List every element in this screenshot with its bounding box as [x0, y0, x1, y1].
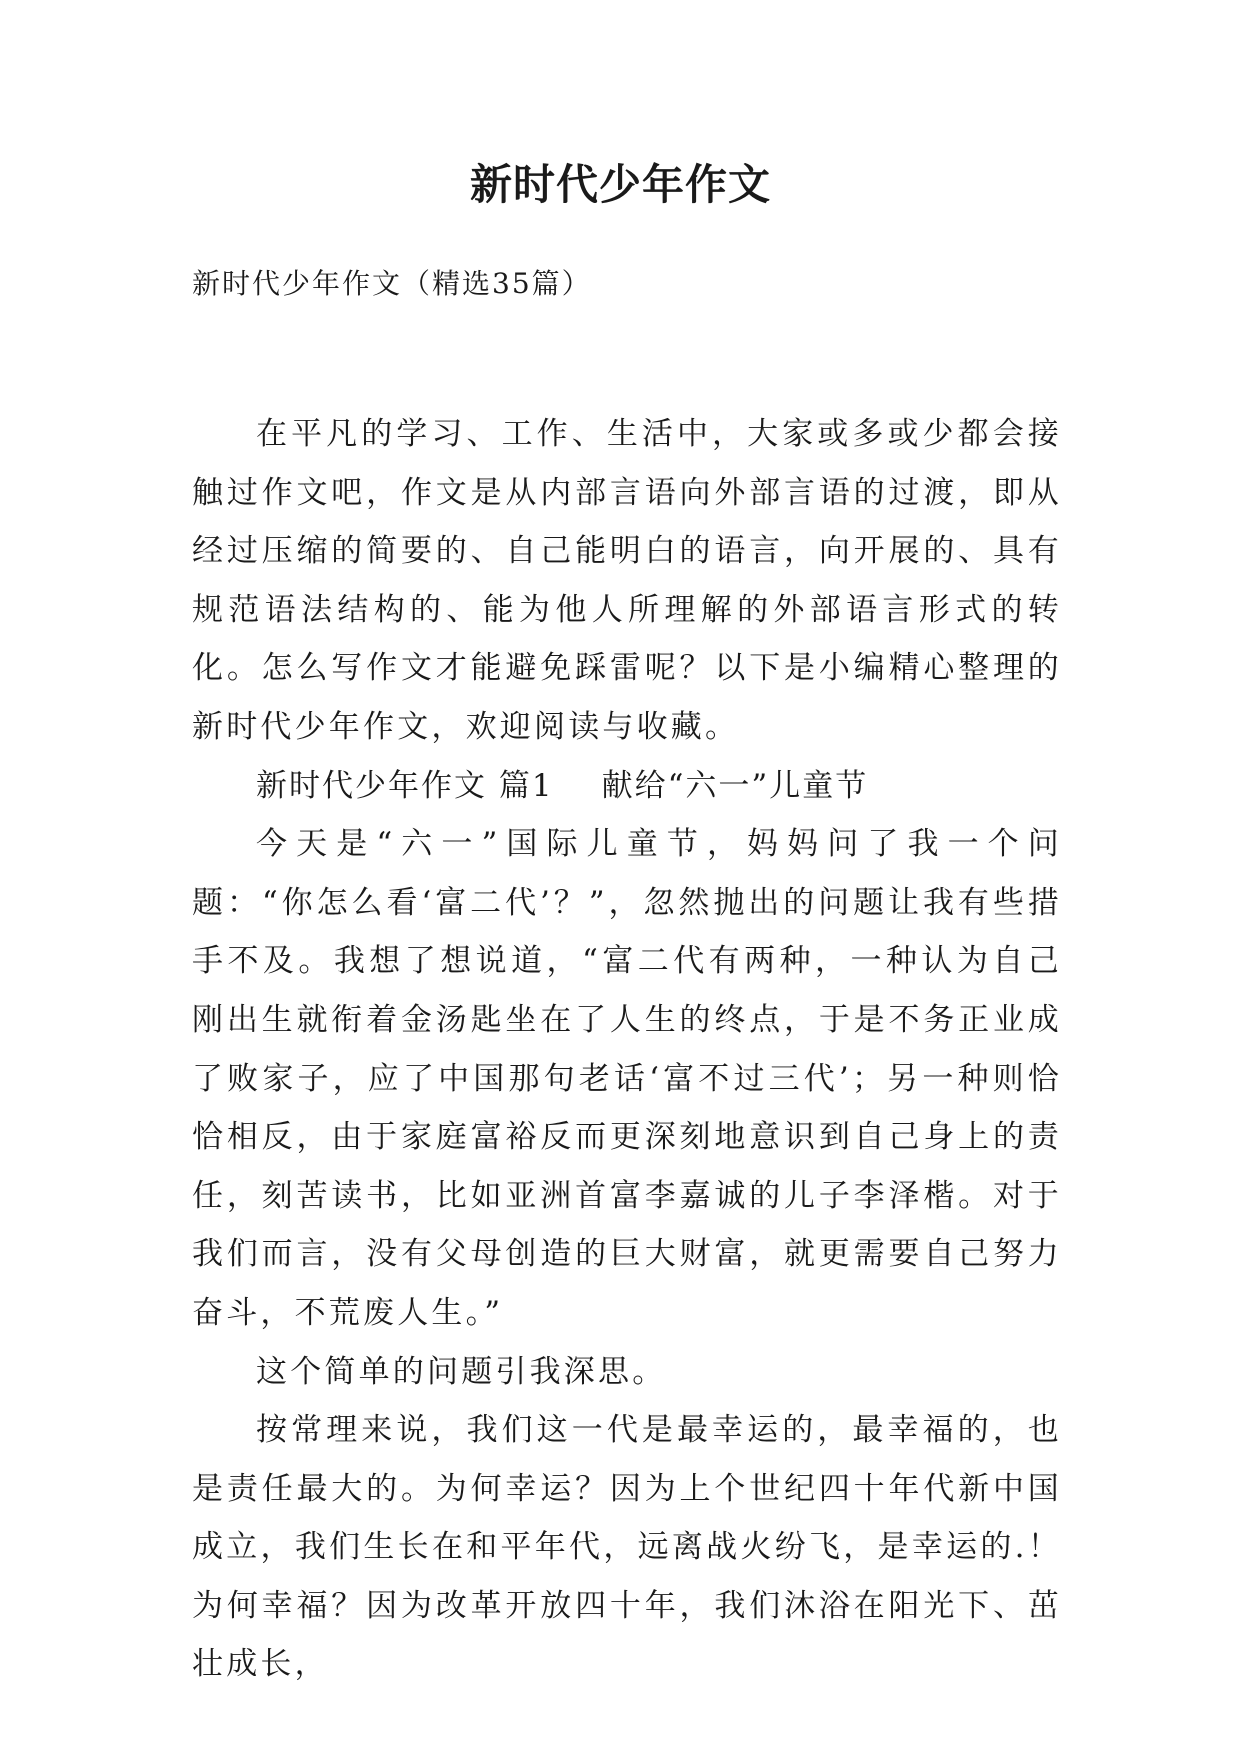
- section-heading-label: 新时代少年作文 篇1: [256, 767, 554, 804]
- document-body: [192, 405, 1062, 1694]
- document-subtitle: 新时代少年作文（精选35篇）: [192, 267, 592, 300]
- intro-paragraph: 在平凡的学习、工作、生活中，大家或多或少都会接触过作文吧，作文是从内部言语向外部言语的过渡，即从经过压缩的简要的、自己能明白的语言，向开展的、具有规范语法结构的、能为他人所理解的外部语言形式的转化。怎么写作文才能避免踩雷呢？以下是小编精心整理的新时代少年作文，欢迎阅读与收藏。: [192, 416, 1062, 745]
- section-heading: [192, 757, 1062, 816]
- section-heading-subtitle: 献给“六一”儿童节: [601, 767, 869, 804]
- essay-paragraph: 按常理来说，我们这一代是最幸运的，最幸福的，也是责任最大的。为何幸运？因为上个世纪四十年代新中国成立，我们生长在和平年代，远离战火纷飞，是幸运的.！为何幸福？因为改革开放四十年，我们沐浴在阳光下、茁壮成长，: [192, 1412, 1062, 1683]
- essay-paragraph: 今天是“六一”国际儿童节，妈妈问了我一个问题：“你怎么看‘富二代’？”，忽然抛出的问题让我有些措手不及。我想了想说道，“富二代有两种，一种认为自己刚出生就衔着金汤匙坐在了人生的终点，于是不务正业成了败家子，应了中国那句老话‘富不过三代’；另一种则恰恰相反，由于家庭富裕反而更深刻地意识到自己身上的责任，刻苦读书，比如亚洲首富李嘉诚的儿子李泽楷。对于我们而言，没有父母创造的巨大财富，就更需要自己努力奋斗，不荒废人生。”: [192, 826, 1062, 1331]
- document-title: 新时代少年作文: [469, 160, 771, 209]
- essay-paragraph: 这个简单的问题引我深思。: [256, 1353, 667, 1390]
